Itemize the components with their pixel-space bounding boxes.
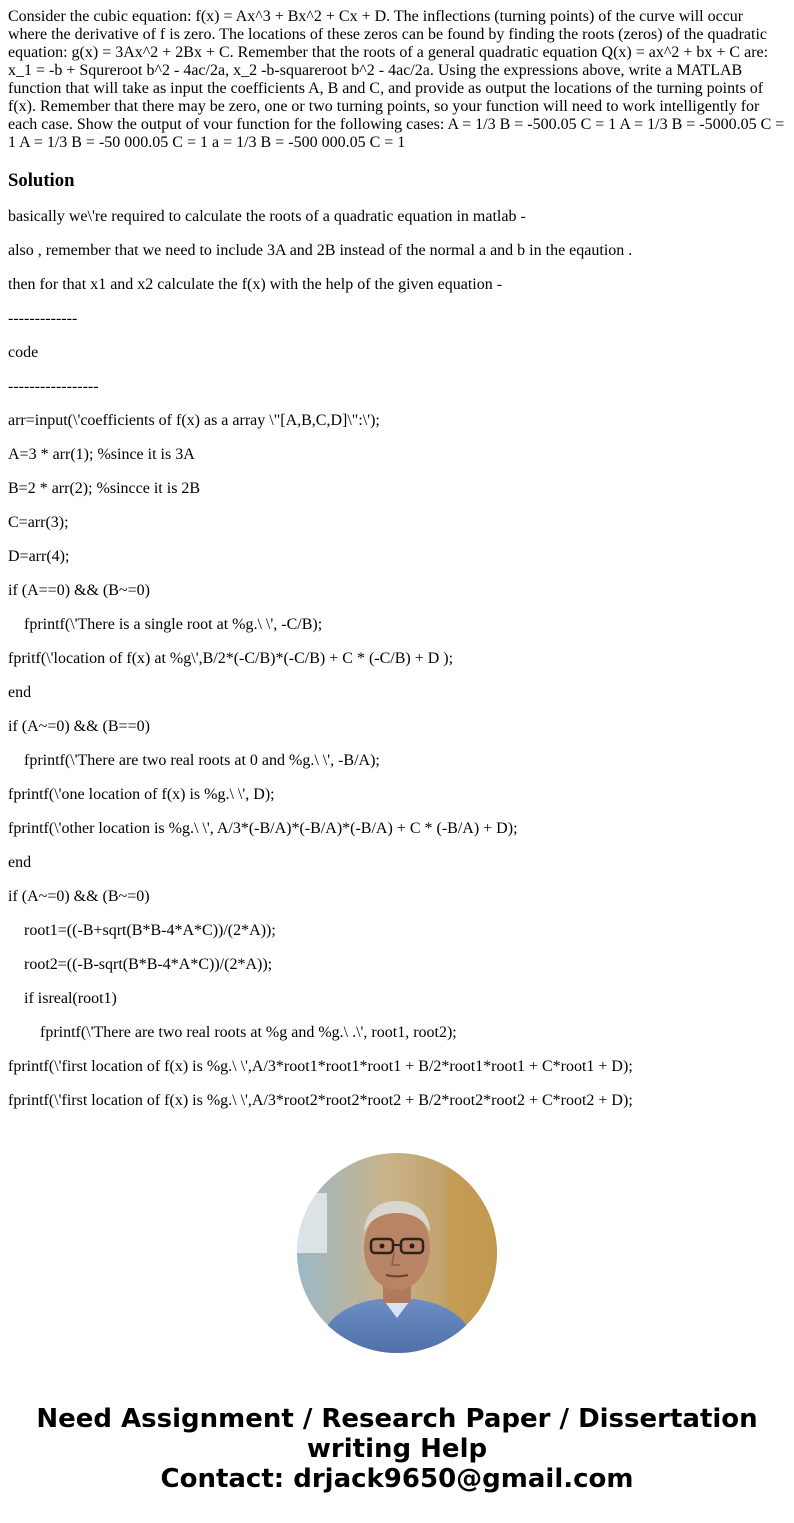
solution-line: root1=((-B+sqrt(B*B-4*A*C))/(2*A)); bbox=[8, 922, 276, 939]
solution-line: ------------- bbox=[8, 310, 78, 327]
contact-email: Contact: drjack9650@gmail.com bbox=[160, 1464, 634, 1494]
solution-line: fprintf(\'first location of f(x) is %g.\ \',A/3*root1*root1*root1 + B/2*root1*root1 + C*root1 + D); bbox=[8, 1058, 633, 1075]
solution-line: if isreal(root1) bbox=[8, 990, 117, 1007]
solution-line: fprintf(\'one location of f(x) is %g.\ \', D); bbox=[8, 786, 275, 803]
solution-line: D=arr(4); bbox=[8, 548, 70, 565]
solution-line: B=2 * arr(2); %sincce it is 2B bbox=[8, 480, 201, 497]
solution-line: if (A~=0) && (B~=0) bbox=[8, 888, 150, 905]
solution-line: fpritf(\'location of f(x) at %g\',B/2*(-C/B)*(-C/B) + C * (-C/B) + D ); bbox=[8, 650, 454, 667]
solution-line: fprintf(\'There is a single root at %g.\ \', -C/B); bbox=[8, 616, 323, 633]
solution-line: if (A~=0) && (B==0) bbox=[8, 718, 150, 735]
avatar bbox=[297, 1153, 497, 1353]
solution-line: end bbox=[8, 854, 32, 871]
solution-line: then for that x1 and x2 calculate the f(x) with the help of the given equation - bbox=[8, 276, 503, 293]
solution-line: code bbox=[8, 344, 39, 361]
solution-line: fprintf(\'There are two real roots at %g and %g.\ .\', root1, root2); bbox=[8, 1024, 457, 1041]
solution-line: fprintf(\'other location is %g.\ \', A/3*(-B/A)*(-B/A)*(-B/A) + C * (-B/A) + D); bbox=[8, 820, 518, 837]
author-photo bbox=[297, 1153, 497, 1353]
solution-body bbox=[8, 208, 786, 1110]
solution-heading: Solution bbox=[8, 170, 75, 191]
solution-line: fprintf(\'first location of f(x) is %g.\ \',A/3*root2*root2*root2 + B/2*root2*root2 + C*root2 + D); bbox=[8, 1092, 633, 1109]
solution-line: arr=input(\'coefficients of f(x) as a array \"[A,B,C,D]\":\'); bbox=[8, 412, 380, 429]
solution-line: C=arr(3); bbox=[8, 514, 69, 531]
question-text: Consider the cubic equation: f(x) = Ax^3 + Bx^2 + Cx + D. The inflections (turning points) of the curve will occur where the derivative of f is zero. The locations of these zeros can be found by finding the roots (zeros) of the quadratic equation: g(x) = 3Ax^2 + 2Bx + C. Remember that the roots of a general quadratic equation Q(x) = ax^2 + bx + C are: x_1 = -b + Squreroot b^2 - 4ac/2a, x_2 -b-squareroot b^2 - 4ac/2a. Using the expressions above, write a MATLAB function that will take as input the coefficients A, B and C, and provide as output the locations of the turning points of f(x). Remember that there may be zero, one or two turning points, so your function will need to work intelligently for each case. Show the output of vour function for the following cases: A = 1/3 B = -500.05 C = 1 A = 1/3 B = -5000.05 C = 1 A = 1/3 B = -50 000.05 C = 1 a = 1/3 B = -500 000.05 C = 1 bbox=[8, 8, 785, 151]
solution-line: if (A==0) && (B~=0) bbox=[8, 582, 150, 599]
solution-line: end bbox=[8, 684, 32, 701]
banner-line-2: writing Help bbox=[306, 1434, 488, 1464]
contact-banner bbox=[0, 1404, 794, 1494]
banner-line-1: Need Assignment / Research Paper / Dissertation bbox=[36, 1404, 758, 1434]
solution-line: fprintf(\'There are two real roots at 0 and %g.\ \', -B/A); bbox=[8, 752, 380, 769]
solution-line: also , remember that we need to include 3A and 2B instead of the normal a and b in the eqaution . bbox=[8, 242, 633, 259]
solution-line: A=3 * arr(1); %since it is 3A bbox=[8, 446, 195, 463]
solution-line: root2=((-B-sqrt(B*B-4*A*C))/(2*A)); bbox=[8, 956, 273, 973]
solution-line: ----------------- bbox=[8, 378, 99, 395]
solution-line: basically we\'re required to calculate the roots of a quadratic equation in matlab - bbox=[8, 208, 526, 225]
